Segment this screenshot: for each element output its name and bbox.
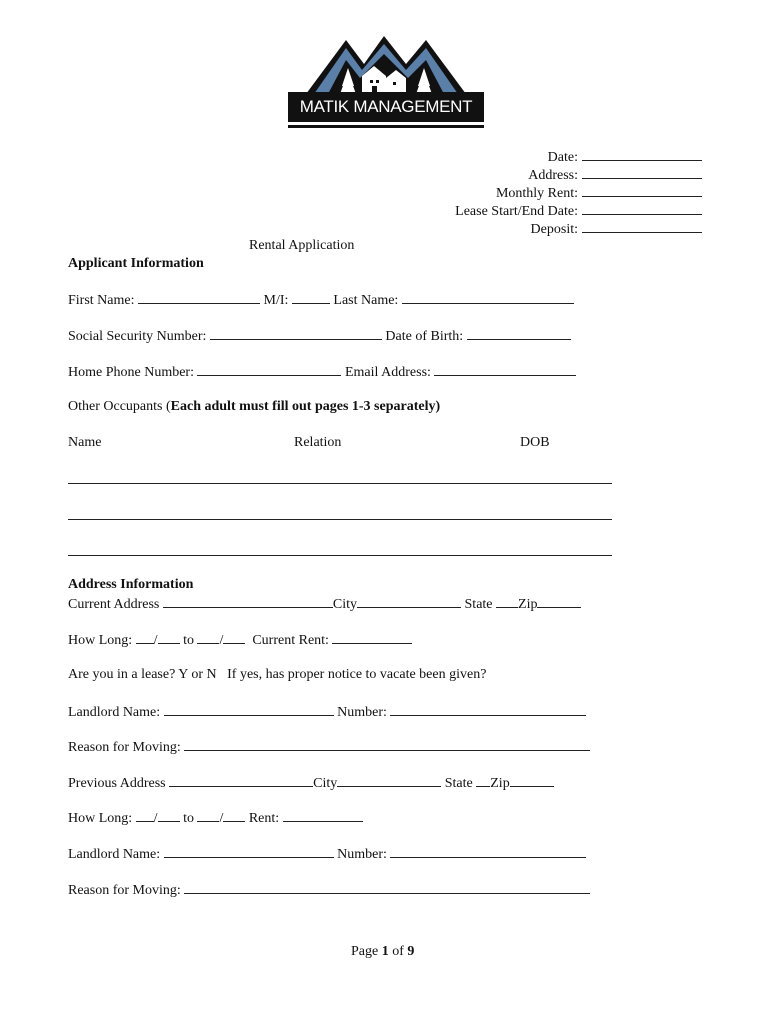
ssn-row <box>68 327 571 345</box>
previous-address-row <box>68 774 554 792</box>
first-name-label: First Name: <box>68 293 135 308</box>
current-address-label: Current Address <box>68 597 160 612</box>
landlord-name-label: Landlord Name: <box>68 705 161 720</box>
prev-reason-moving-line[interactable] <box>184 881 590 894</box>
address-heading: Address Information <box>68 577 194 592</box>
how-long-label: How Long: <box>68 633 133 648</box>
page-number: 1 <box>381 944 389 959</box>
previous-address-line[interactable] <box>169 774 313 787</box>
dob-label: Date of Birth: <box>385 329 464 344</box>
home-phone-label: Home Phone Number: <box>68 365 194 380</box>
prev-how-long-to-month[interactable] <box>197 809 219 822</box>
other-occupants-row <box>68 399 440 415</box>
lease-dates-line[interactable] <box>582 202 702 215</box>
other-occupants-label: Other Occupants ( <box>68 399 171 414</box>
prev-how-long-from-month[interactable] <box>136 809 154 822</box>
occupants-col-relation: Relation <box>294 435 342 450</box>
deposit-field[interactable] <box>531 220 702 238</box>
landlord-number-label: Number: <box>337 705 387 720</box>
landlord-number-label: Number: <box>337 847 387 862</box>
applicant-heading: Applicant Information <box>68 256 204 271</box>
current-address-line[interactable] <box>163 595 333 608</box>
address-label: Address: <box>528 168 578 183</box>
landlord-name-line[interactable] <box>164 703 334 716</box>
lease-question-row <box>68 667 486 683</box>
ssn-line[interactable] <box>210 327 382 340</box>
address-field[interactable] <box>528 166 702 184</box>
landlord-row-1 <box>68 703 586 721</box>
to-text: to <box>183 633 194 648</box>
ssn-label: Social Security Number: <box>68 329 207 344</box>
previous-state-line[interactable] <box>476 774 490 787</box>
slash-text: / <box>153 633 158 648</box>
other-occupants-note: Each adult must fill out pages 1-3 separately) <box>170 399 441 414</box>
current-rent-line[interactable] <box>332 631 412 644</box>
occupant-line-3[interactable] <box>68 555 612 556</box>
form-title: Rental Application <box>249 238 355 253</box>
deposit-line[interactable] <box>582 220 702 233</box>
date-label: Date: <box>547 150 578 165</box>
lease-dates-field[interactable] <box>455 202 702 220</box>
prev-landlord-name-line[interactable] <box>164 845 334 858</box>
previous-how-long-row <box>68 809 363 827</box>
current-zip-label: Zip <box>518 597 538 612</box>
email-label: Email Address: <box>344 365 431 380</box>
first-name-line[interactable] <box>138 291 260 304</box>
landlord-name-label: Landlord Name: <box>68 847 161 862</box>
date-field[interactable] <box>548 148 702 166</box>
mi-label: M/I: <box>263 293 289 308</box>
to-text: to <box>183 811 194 826</box>
lease-question: Are you in a lease? Y or N <box>68 667 217 682</box>
occupants-col-name: Name <box>68 435 102 450</box>
contact-row <box>68 363 576 381</box>
monthly-rent-line[interactable] <box>582 184 702 197</box>
home-phone-line[interactable] <box>197 363 341 376</box>
previous-state-label: State <box>444 776 473 791</box>
occupant-line-2[interactable] <box>68 519 612 520</box>
previous-city-label: City <box>313 776 338 791</box>
slash-text: / <box>219 633 224 648</box>
how-long-to-year[interactable] <box>223 631 245 644</box>
last-name-label: Last Name: <box>333 293 399 308</box>
deposit-label: Deposit: <box>530 222 578 237</box>
current-how-long-row <box>68 631 412 649</box>
current-state-label: State <box>464 597 493 612</box>
current-zip-line[interactable] <box>537 595 581 608</box>
how-long-from-year[interactable] <box>158 631 180 644</box>
prev-landlord-number-line[interactable] <box>390 845 586 858</box>
current-city-line[interactable] <box>357 595 461 608</box>
page-word: Page <box>351 944 379 959</box>
reason-moving-label: Reason for Moving: <box>68 740 181 755</box>
previous-rent-line[interactable] <box>283 809 363 822</box>
slash-text: / <box>219 811 224 826</box>
prev-how-long-to-year[interactable] <box>223 809 245 822</box>
company-logo <box>288 34 484 126</box>
notice-question: If yes, has proper notice to vacate been given? <box>227 667 487 682</box>
reason-row-1 <box>68 738 590 756</box>
reason-moving-label: Reason for Moving: <box>68 883 181 898</box>
landlord-row-2 <box>68 845 586 863</box>
reason-moving-line[interactable] <box>184 738 590 751</box>
date-line[interactable] <box>582 148 702 161</box>
dob-line[interactable] <box>467 327 571 340</box>
how-long-from-month[interactable] <box>136 631 154 644</box>
landlord-number-line[interactable] <box>390 703 586 716</box>
monthly-rent-label: Monthly Rent: <box>495 186 578 201</box>
occupant-line-1[interactable] <box>68 483 612 484</box>
current-address-row <box>68 595 581 613</box>
mi-line[interactable] <box>292 291 330 304</box>
of-word: of <box>392 944 404 959</box>
previous-rent-label: Rent: <box>248 811 280 826</box>
mountain-houses-icon <box>288 34 484 96</box>
current-rent-label: Current Rent: <box>252 633 329 648</box>
previous-zip-label: Zip <box>490 776 510 791</box>
previous-address-label: Previous Address <box>68 776 166 791</box>
page-footer <box>351 944 414 960</box>
occupants-col-dob: DOB <box>520 435 550 450</box>
how-long-to-month[interactable] <box>197 631 219 644</box>
monthly-rent-field[interactable] <box>496 184 702 202</box>
reason-row-2 <box>68 881 590 899</box>
current-city-label: City <box>332 597 358 612</box>
logo-wordmark: MATIK MANAGEMENT <box>299 97 473 116</box>
address-line[interactable] <box>582 166 702 179</box>
previous-zip-line[interactable] <box>510 774 554 787</box>
lease-dates-label: Lease Start/End Date: <box>455 204 578 219</box>
email-line[interactable] <box>434 363 576 376</box>
page-total: 9 <box>407 944 415 959</box>
how-long-label: How Long: <box>68 811 133 826</box>
current-state-line[interactable] <box>496 595 518 608</box>
last-name-line[interactable] <box>402 291 574 304</box>
slash-text: / <box>153 811 158 826</box>
previous-city-line[interactable] <box>337 774 441 787</box>
name-row <box>68 291 574 309</box>
prev-how-long-from-year[interactable] <box>158 809 180 822</box>
